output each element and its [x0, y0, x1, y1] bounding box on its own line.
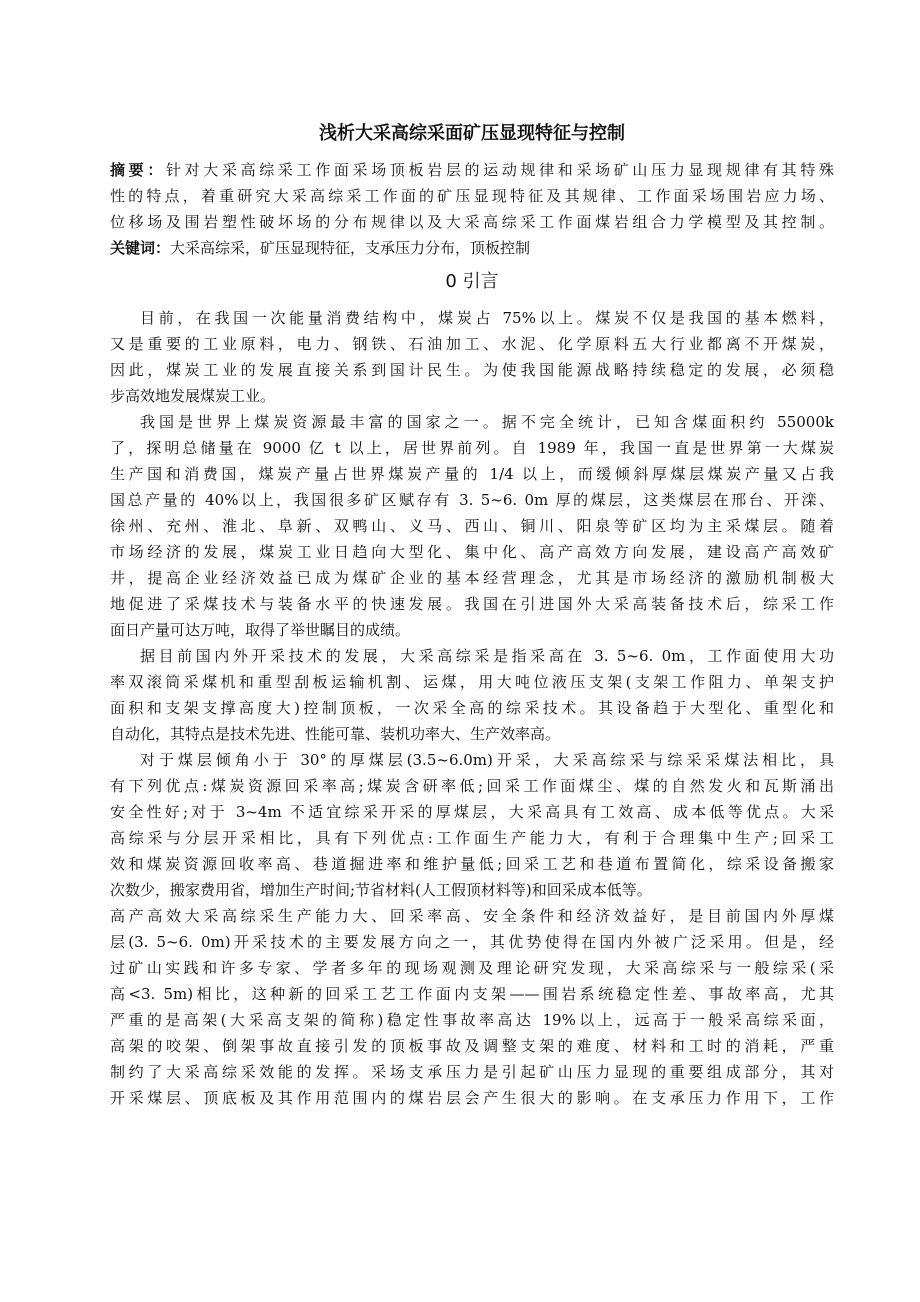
- paragraph-line: 市场经济的发展，煤炭工业日趋向大型化、集中化、高产高效方向发展，建设高产高效矿: [110, 542, 834, 561]
- paragraph-line: 生产国和消费国，煤炭产量占世界煤炭产量的 1/4 以上，而缓倾斜厚煤层煤炭产量又占我: [110, 464, 834, 483]
- paragraph-line: 面日产量可达万吨，取得了举世瞩目的成绩。: [110, 620, 411, 639]
- paragraph-line: 高<3. 5m)相比，这种新的回采工艺工作面内支架——围岩系统稳定性差、事故率高，尤其: [110, 984, 834, 1003]
- paragraph-line: 国总产量的 40%以上，我国很多矿区赋存有 3. 5~6. 0m 厚的煤层，这类煤层在邢台、开滦、: [110, 490, 834, 509]
- paragraph-line: 效和煤炭资源回收率高、巷道掘进率和维护量低;回采工艺和巷道布置简化，综采设备搬家: [110, 854, 834, 873]
- paragraph-line: 因此，煤炭工业的发展直接关系到国计民生。为使我国能源战略持续稳定的发展，必须稳: [110, 360, 834, 379]
- paragraph-line: 次数少，搬家费用省，增加生产时间;节省材料(人工假顶材料等)和回采成本低等。: [110, 880, 652, 899]
- paragraph-line: 面积和支架支撑高度大)控制顶板，一次采全高的综采技术。其设备趋于大型化、重型化和: [110, 698, 834, 717]
- document-page: [110, 120, 834, 1111]
- keywords-label: 关键词：: [110, 238, 171, 257]
- body-text: [110, 305, 834, 1111]
- paragraph-line: 步高效地发展煤炭工业。: [110, 386, 276, 405]
- keywords-text: 大采高综采，矿压显现特征，支承压力分布，顶板控制: [170, 238, 531, 257]
- abstract-line: 位移场及围岩塑性破坏场的分布规律以及大采高综采工作面煤岩组合力学模型及其控制。: [110, 212, 834, 231]
- abstract-line: 性的特点，着重研究大采高综采工作面的矿压显现特征及其规律、工作面采场围岩应力场、: [110, 186, 834, 205]
- paragraph-line: 井，提高企业经济效益已成为煤矿企业的基本经营理念，尤其是市场经济的激励机制极大: [110, 568, 834, 587]
- paragraph: [110, 409, 834, 643]
- paragraph-line: 有下列优点:煤炭资源回采率高;煤炭含研率低;回采工作面煤尘、煤的自然发火和瓦斯涌出: [110, 776, 834, 795]
- paragraph-line: 高综采与分层开采相比，具有下列优点:工作面生产能力大，有利于合理集中生产;回采工: [110, 828, 834, 847]
- paragraph-line: 过矿山实践和许多专家、学者多年的现场观测及理论研究发现，大采高综采与一般综采(采: [110, 958, 834, 977]
- paragraph-line: 高产高效大采高综采生产能力大、回采率高、安全条件和经济效益好，是目前国内外厚煤: [110, 906, 834, 925]
- section-heading: 0 引言: [445, 270, 499, 292]
- paragraph-line: 开采煤层、顶底板及其作用范围内的煤岩层会产生很大的影响。在支承压力作用下，工作: [110, 1088, 834, 1107]
- keywords-line: [110, 235, 834, 261]
- paragraph: [110, 747, 834, 903]
- paragraph-line: 层(3. 5~6. 0m)开采技术的主要发展方向之一，其优势使得在国内外被广泛采用。但是，经: [110, 932, 834, 951]
- abstract-block: [110, 157, 834, 235]
- paragraph-line: 目前，在我国一次能量消费结构中，煤炭占 75%以上。煤炭不仅是我国的基本燃料，: [140, 308, 834, 327]
- document-title: 浅析大采高综采面矿压显现特征与控制: [319, 123, 625, 144]
- paragraph-line: 安全性好;对于 3~4m 不适宜综采开采的厚煤层，大采高具有工效高、成本低等优点。大采: [110, 802, 834, 821]
- paragraph-line: 对于煤层倾角小于 30°的厚煤层(3.5~6.0m)开采，大采高综采与综采采煤法相比，具: [140, 750, 834, 769]
- paragraph-line: 率双滚筒采煤机和重型刮板运输机割、运煤，用大吨位液压支架(支架工作阻力、单架支护: [110, 672, 834, 691]
- paragraph-line: 严重的是高架(大采高支架的简称)稳定性事故率高达 19%以上，远高于一般采高综采面，: [110, 1010, 834, 1029]
- paragraph: [110, 305, 834, 409]
- paragraph-line: 徐州、充州、淮北、阜新、双鸭山、义马、西山、铜川、阳泉等矿区均为主采煤层。随着: [110, 516, 834, 535]
- paragraph-line: 又是重要的工业原料，电力、钢铁、石油加工、水泥、化学原料五大行业都离不开煤炭，: [110, 334, 834, 353]
- paragraph: [110, 643, 834, 747]
- abstract-text: 针对大采高综采工作面采场顶板岩层的运动规律和采场矿山压力显现规律有其特殊: [165, 160, 834, 179]
- paragraph: [110, 903, 834, 1111]
- abstract-line: [110, 157, 834, 183]
- paragraph-line: 制约了大采高综采效能的发挥。采场支承压力是引起矿山压力显现的重要组成部分，其对: [110, 1062, 834, 1081]
- paragraph-line: 地促进了采煤技术与装备水平的快速发展。我国在引进国外大采高装备技术后，综采工作: [110, 594, 834, 613]
- paragraph-line: 了，探明总储量在 9000 亿 t 以上，居世界前列。自 1989 年，我国一直是世界第一大煤炭: [110, 438, 834, 457]
- paragraph-line: 高架的咬架、倒架事故直接引发的顶板事故及调整支架的难度、材料和工时的消耗，严重: [110, 1036, 834, 1055]
- paragraph-line: 自动化，其特点是技术先进、性能可靠、装机功率大、生产效率高。: [110, 724, 561, 743]
- abstract-label: 摘要：: [110, 160, 166, 179]
- paragraph-line: 据目前国内外开采技术的发展，大采高综采是指采高在 3. 5~6. 0m，工作面使用大功: [140, 646, 834, 665]
- paragraph-line: 我国是世界上煤炭资源最丰富的国家之一。据不完全统计，已知含煤面积约 55000k: [140, 412, 834, 431]
